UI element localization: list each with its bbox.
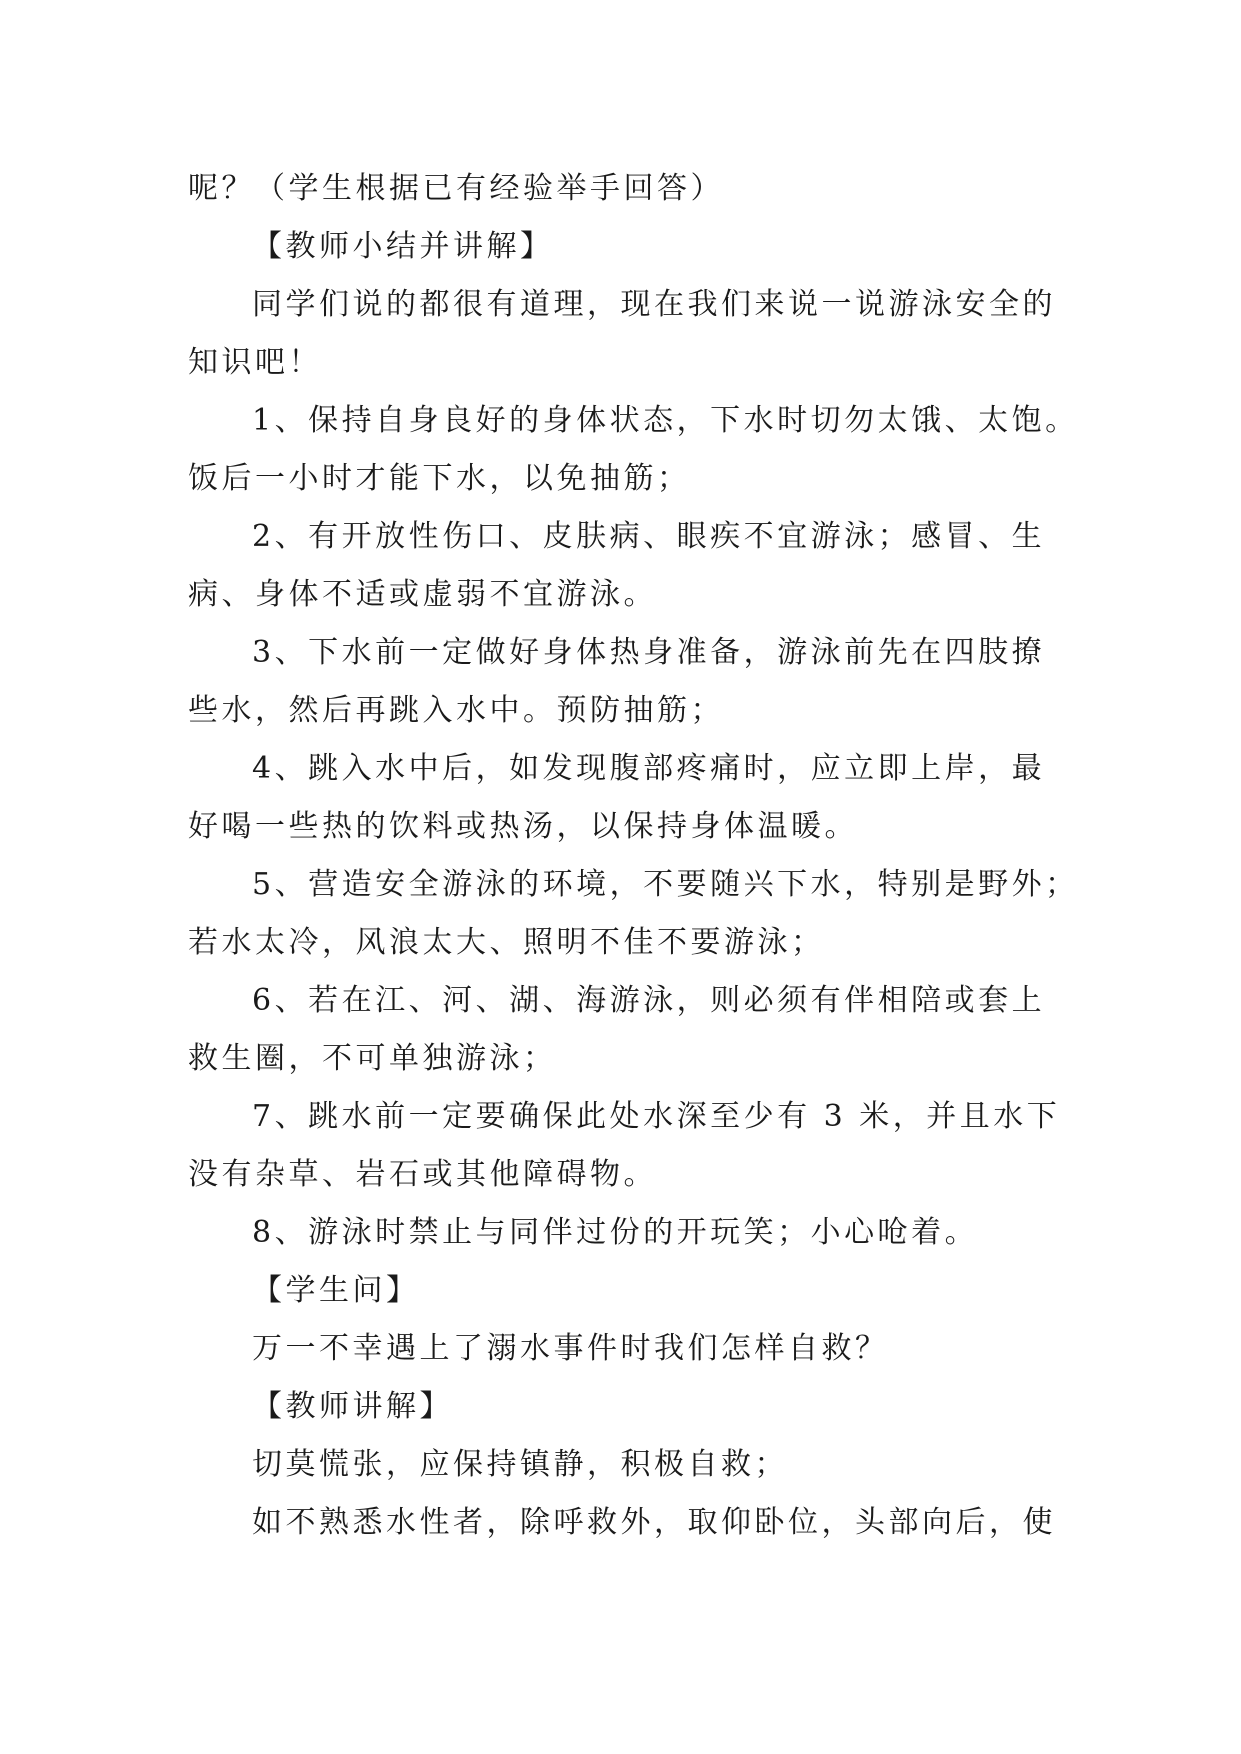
list-item: 5、营造安全游泳的环境，不要随兴下水，特别是野外； [252, 867, 1079, 902]
text-line: 若水太冷，风浪太大、照明不佳不要游泳； [188, 925, 825, 960]
text-line: 知识吧！ [188, 345, 322, 380]
list-item: 4、跳入水中后，如发现腹部疼痛时，应立即上岸，最 [252, 751, 1046, 786]
text-line: 些水，然后再跳入水中。预防抽筋； [188, 693, 724, 728]
text-line: 好喝一些热的饮料或热汤，以保持身体温暖。 [188, 809, 858, 844]
section-heading: 【教师小结并讲解】 [252, 229, 554, 264]
section-heading: 【学生问】 [252, 1273, 420, 1308]
list-item: 1、保持自身良好的身体状态，下水时切勿太饿、太饱。 [252, 403, 1079, 438]
text-line: 救生圈，不可单独游泳； [188, 1041, 557, 1076]
list-item: 7、跳水前一定要确保此处水深至少有 3 米，并且水下 [252, 1099, 1061, 1134]
text-line: 没有杂草、岩石或其他障碍物。 [188, 1157, 657, 1192]
text-line: 同学们说的都很有道理，现在我们来说一说游泳安全的 [252, 287, 1056, 322]
text-line: 如不熟悉水性者，除呼救外，取仰卧位，头部向后，使 [252, 1505, 1056, 1540]
text-line: 饭后一小时才能下水，以免抽筋； [188, 461, 691, 496]
text-line: 切莫慌张，应保持镇静，积极自救； [252, 1447, 788, 1482]
list-item: 3、下水前一定做好身体热身准备，游泳前先在四肢撩 [252, 635, 1046, 670]
section-heading: 【教师讲解】 [252, 1389, 453, 1424]
list-item: 6、若在江、河、湖、海游泳，则必须有伴相陪或套上 [252, 983, 1046, 1018]
text-line: 万一不幸遇上了溺水事件时我们怎样自救？ [252, 1331, 889, 1366]
text-line: 呢？（学生根据已有经验举手回答） [188, 171, 724, 206]
text-line: 病、身体不适或虚弱不宜游泳。 [188, 577, 657, 612]
document-body [188, 160, 1079, 1552]
list-item: 2、有开放性伤口、皮肤病、眼疾不宜游泳；感冒、生 [252, 519, 1046, 554]
list-item: 8、游泳时禁止与同伴过份的开玩笑；小心呛着。 [252, 1215, 979, 1250]
